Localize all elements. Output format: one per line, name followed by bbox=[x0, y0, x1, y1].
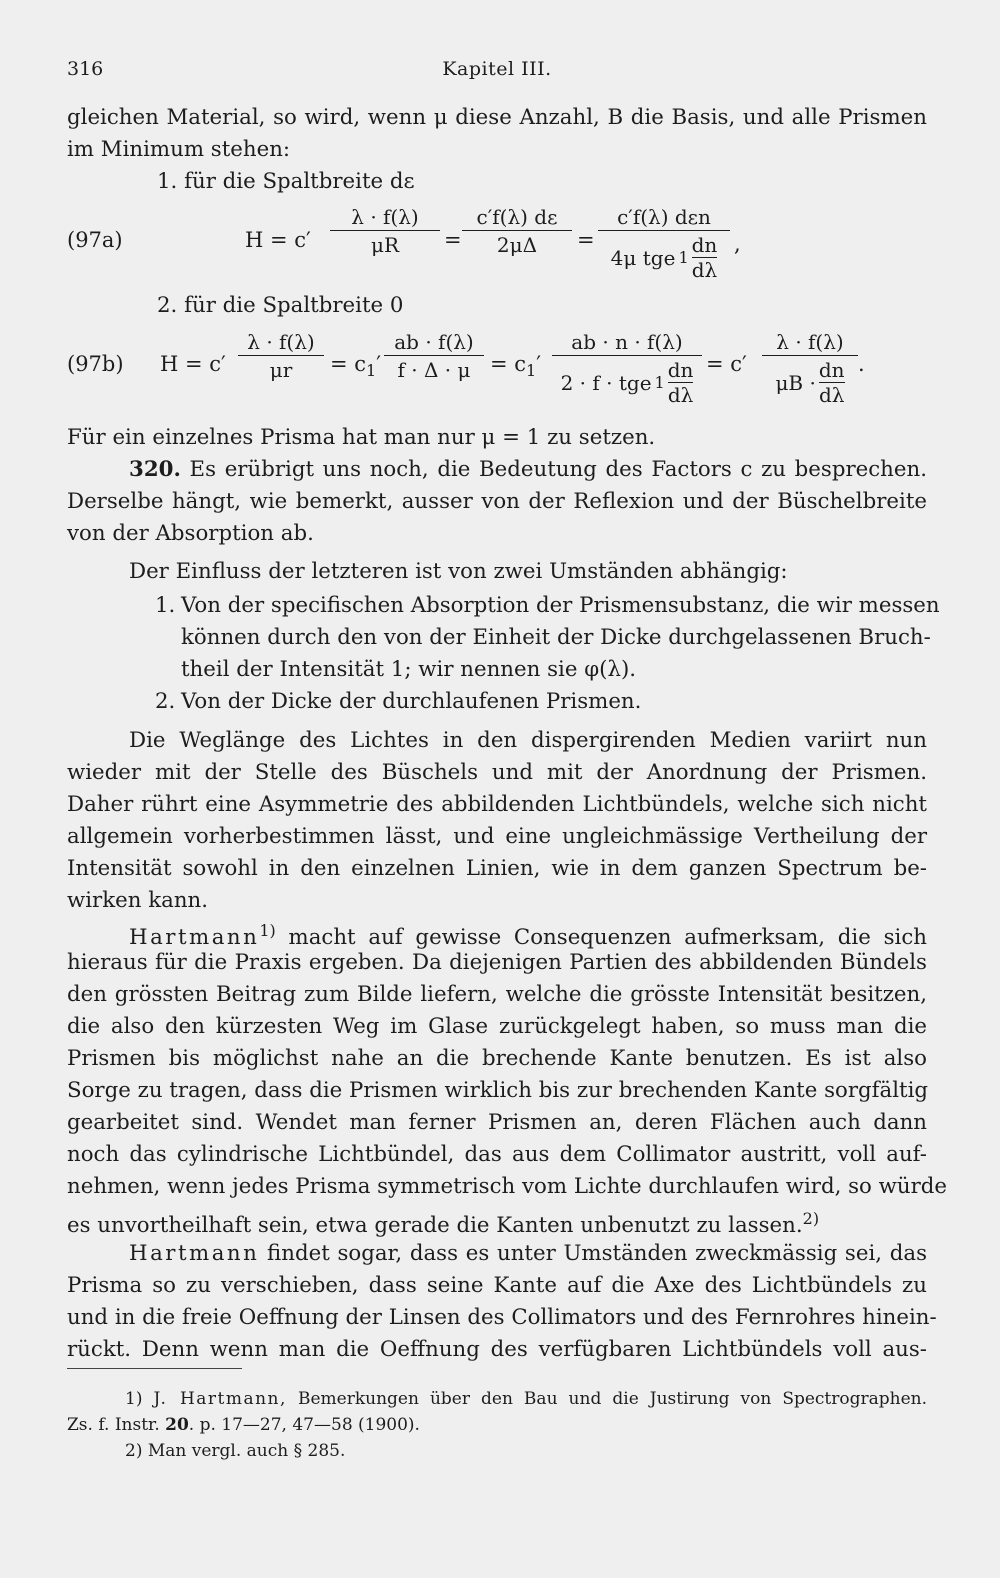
equation-label: (97b) bbox=[67, 352, 124, 376]
text-line: noch das cylindrische Lichtbündel, das aus dem Collimator austritt, voll auf- bbox=[67, 1142, 927, 1167]
text-line: nehmen, wenn jedes Prisma symmetrisch vom Lichte durchlaufen wird, so würde bbox=[67, 1174, 948, 1199]
text-line: den grössten Beitrag zum Bilde liefern, welche die grösste Intensität besitzen, bbox=[67, 982, 927, 1007]
text-line: Intensität sowohl in den einzelnen Linien, wie in dem ganzen Spectrum be- bbox=[67, 856, 927, 881]
text-line: Daher rührt eine Asymmetrie des abbildenden Lichtbündels, welche sich nicht bbox=[67, 792, 927, 817]
fraction: λ · f(λ) μB · dn dλ bbox=[762, 330, 858, 407]
text-line: Hartmann$^{1)}$ macht auf gewisse Consequenzen aufmerksam, die sich bbox=[129, 921, 927, 951]
list-number: 1. bbox=[155, 593, 176, 618]
equals-sign: = bbox=[577, 228, 595, 252]
case-1-label: 1. für die Spaltbreite dε bbox=[157, 169, 415, 194]
fraction: $\frac{\lambda \cdot f(\lambda)}{\mu R}$ bbox=[330, 205, 440, 257]
list-number: 2. bbox=[155, 689, 176, 714]
text-line: gleichen Material, so wird, wenn μ diese Anzahl, B die Basis, und alle Prismen bbox=[67, 105, 927, 130]
fraction: $\frac{ab \cdot f(\lambda)}{f \cdot \Delta \cdot \mu}$ bbox=[384, 330, 484, 382]
equation-lhs: H = c′ bbox=[245, 228, 311, 252]
list-item: theil der Intensität 1; wir nennen sie φ(λ). bbox=[181, 657, 637, 682]
page-header bbox=[67, 58, 927, 88]
text-line: Der Einfluss der letzteren ist von zwei Umständen abhängig: bbox=[129, 559, 788, 584]
list-item: Von der Dicke der durchlaufenen Prismen. bbox=[181, 689, 642, 714]
text-line: es unvortheilhaft sein, etwa gerade die Kanten unbenutzt zu lassen.$^{2)}$ bbox=[67, 1209, 820, 1239]
chapter-title: Kapitel III. bbox=[442, 58, 552, 80]
equation-lhs: H = c′ bbox=[160, 352, 226, 376]
text-line: gearbeitet sind. Wendet man ferner Prismen an, deren Flächen auch dann bbox=[67, 1110, 927, 1135]
footnote-1: 1) J. Hartmann, Bemerkungen über den Bau und die Justirung von Spectrographen. bbox=[125, 1389, 928, 1409]
equals-sign: = bbox=[444, 228, 462, 252]
comma: , bbox=[734, 232, 741, 256]
text-line: hieraus für die Praxis ergeben. Da diejenigen Partien des abbildenden Bündels bbox=[67, 950, 927, 975]
text-line: allgemein vorherbestimmen lässt, und eine ungleichmässige Vertheilung der bbox=[67, 824, 927, 849]
fraction: c′f(λ) dεn 4μ tge 1 dn dλ bbox=[598, 205, 730, 282]
period: . bbox=[858, 352, 865, 376]
text-line: Hartmann findet sogar, dass es unter Umständen zweckmässig sei, das bbox=[129, 1241, 927, 1266]
author-name: Hartmann bbox=[129, 1241, 260, 1266]
text-line: die also den kürzesten Weg im Glase zurückgelegt haben, so muss man die bbox=[67, 1014, 927, 1039]
footnote-divider bbox=[67, 1368, 242, 1369]
footnote-ref: 1) bbox=[259, 921, 276, 940]
section-320-first-line: 320. Es erübrigt uns noch, die Bedeutung des Factors c zu besprechen. bbox=[129, 457, 927, 482]
text-line: Prisma so zu verschieben, dass seine Kante auf die Axe des Lichtbündels zu bbox=[67, 1273, 927, 1298]
page-number: 316 bbox=[67, 58, 104, 80]
text-line: Für ein einzelnes Prisma hat man nur μ = 1 zu setzen. bbox=[67, 425, 656, 450]
author-name: Hartmann bbox=[129, 925, 260, 951]
coefficient-c1: = $c_1'$ bbox=[330, 352, 382, 381]
text-line: Sorge zu tragen, dass die Prismen wirklich bis zur brechenden Kante sorgfältig bbox=[67, 1078, 929, 1103]
text-line: rückt. Denn wenn man die Oeffnung des verfügbaren Lichtbündels voll aus- bbox=[67, 1337, 927, 1362]
list-item: können durch den von der Einheit der Dicke durchgelassenen Bruch- bbox=[181, 625, 931, 650]
text-line: wieder mit der Stelle des Büschels und mit der Anordnung der Prismen. bbox=[67, 760, 927, 785]
footnote-2: 2) Man vergl. auch § 285. bbox=[125, 1441, 346, 1461]
footnote-1-continued: Zs. f. Instr. 20. p. 17—27, 47—58 (1900). bbox=[67, 1415, 420, 1435]
coefficient-c1: = $c_1'$ bbox=[490, 352, 542, 381]
list-item: Von der specifischen Absorption der Prismensubstanz, die wir messen bbox=[181, 593, 940, 618]
fraction: ab · n · f(λ) 2 · f · tge 1 dn dλ bbox=[552, 330, 702, 407]
fraction: $\frac{c'f(\lambda) d\varepsilon}{2\mu\Delta}$ bbox=[462, 205, 572, 257]
coefficient-c: = c′ bbox=[706, 352, 747, 376]
fraction: $\frac{\lambda \cdot f(\lambda)}{\mu r}$ bbox=[238, 330, 324, 382]
equation-label: (97a) bbox=[67, 228, 123, 252]
text-line: Derselbe hängt, wie bemerkt, ausser von der Reflexion und der Büschelbreite bbox=[67, 489, 927, 514]
text-line: von der Absorption ab. bbox=[67, 521, 314, 546]
footnote-ref: 2) bbox=[802, 1209, 820, 1228]
text-line: im Minimum stehen: bbox=[67, 137, 291, 162]
case-2-label: 2. für die Spaltbreite 0 bbox=[157, 293, 404, 318]
text-line: Die Weglänge des Lichtes in den dispergirenden Medien variirt nun bbox=[129, 728, 927, 753]
section-number: 320. bbox=[129, 457, 181, 482]
text-line: und in die freie Oeffnung der Linsen des Collimators und des Fernrohres hinein- bbox=[67, 1305, 937, 1330]
text-line: wirken kann. bbox=[67, 888, 209, 913]
text-line: Prismen bis möglichst nahe an die brechende Kante benutzen. Es ist also bbox=[67, 1046, 927, 1071]
